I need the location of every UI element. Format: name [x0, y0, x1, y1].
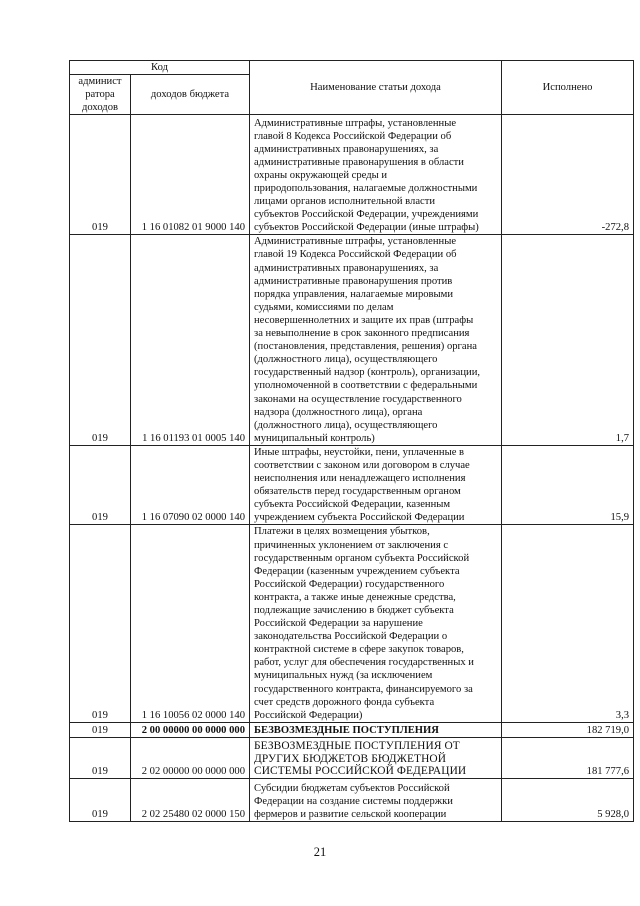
name-column-header: Наименование статьи дохода — [250, 61, 502, 115]
income-name-cell: БЕЗВОЗМЕЗДНЫЕ ПОСТУПЛЕНИЯ ОТ ДРУГИХ БЮДЖЕТОВ БЮДЖЕТНОЙ СИСТЕМЫ РОССИЙСКОЙ ФЕДЕРАЦИИ — [250, 737, 502, 778]
admin-code-cell: 019 — [70, 445, 131, 525]
table-row — [70, 525, 634, 722]
income-name-cell: Платежи в целях возмещения убытков, причиненных уклонением от заключения с государственным органом субъекта Российской Федерации (казенным учреждением субъекта Российской Федерации) государственного контракта, а также иные денежные средства, подлежащие зачислению в бюджет субъекта Российской Федерации за нарушение законодательства Российской Федерации о контрактной системе в сфере закупок товаров, работ, услуг для обеспечения государственных и муниципальных нужд (за исключением государственного контракта, финансируемого за счет средств дорожного фонда субъекта Российской Федерации) — [250, 525, 502, 722]
table-row — [70, 115, 634, 235]
executed-amount-cell: -272,8 — [502, 115, 634, 235]
admin-code-cell: 019 — [70, 737, 131, 778]
header-row-code — [70, 61, 634, 75]
admin-code-cell: 019 — [70, 235, 131, 446]
executed-amount-cell: 181 777,6 — [502, 737, 634, 778]
table-row — [70, 445, 634, 525]
executed-amount-cell: 5 928,0 — [502, 778, 634, 821]
code-group-header: Код — [70, 61, 250, 75]
budget-column-header: доходов бюджета — [131, 75, 250, 115]
budget-code-cell: 2 00 00000 00 0000 000 — [131, 722, 250, 737]
budget-code-cell: 1 16 10056 02 0000 140 — [131, 525, 250, 722]
admin-code-cell: 019 — [70, 525, 131, 722]
budget-code-cell: 2 02 25480 02 0000 150 — [131, 778, 250, 821]
table-row — [70, 778, 634, 821]
executed-amount-cell: 15,9 — [502, 445, 634, 525]
admin-code-cell: 019 — [70, 115, 131, 235]
income-table — [69, 60, 634, 822]
budget-code-cell: 2 02 00000 00 0000 000 — [131, 737, 250, 778]
budget-code-cell: 1 16 01082 01 9000 140 — [131, 115, 250, 235]
executed-amount-cell: 3,3 — [502, 525, 634, 722]
done-column-header: Исполнено — [502, 61, 634, 115]
admin-code-cell: 019 — [70, 778, 131, 821]
executed-amount-cell: 1,7 — [502, 235, 634, 446]
table-row — [70, 737, 634, 778]
executed-amount-cell: 182 719,0 — [502, 722, 634, 737]
income-name-cell: Субсидии бюджетам субъектов Российской Федерации на создание системы поддержки фермеров и развитие сельской кооперации — [250, 778, 502, 821]
budget-code-cell: 1 16 07090 02 0000 140 — [131, 445, 250, 525]
page-number: 21 — [313, 845, 327, 859]
budget-code-cell: 1 16 01193 01 0005 140 — [131, 235, 250, 446]
admin-code-cell: 019 — [70, 722, 131, 737]
income-name-cell: Иные штрафы, неустойки, пени, уплаченные в соответствии с законом или договором в случае неисполнения или ненадлежащего исполнения обязательств перед государственным органом субъекта Российской Федерации, казенным учреждением субъекта Российской Федерации — [250, 445, 502, 525]
table-row — [70, 722, 634, 737]
admin-column-header: админист ратора доходов — [70, 75, 131, 115]
income-name-cell: Административные штрафы, установленные главой 8 Кодекса Российской Федерации об административных правонарушениях, за административные правонарушения в области охраны окружающей среды и природопользования, налагаемые должностными лицами органов исполнительной власти субъектов Российской Федерации, учреждениями субъектов Российской Федерации (иные штрафы) — [250, 115, 502, 235]
income-name-cell: Административные штрафы, установленные главой 19 Кодекса Российской Федерации об административных правонарушениях, за административные правонарушения против порядка управления, налагаемые мировыми судьями, комиссиями по делам несовершеннолетних и защите их прав (штрафы за невыполнение в срок законного предписания (постановления, представления, решения) органа (должностного лица), осуществляющего государственный надзор (контроль), организации, уполномоченной в соответствии с федеральными законами на осуществление государственного надзора (должностного лица), органа (должностного лица), осуществляющего муниципальный контроль) — [250, 235, 502, 446]
income-name-cell: БЕЗВОЗМЕЗДНЫЕ ПОСТУПЛЕНИЯ — [250, 722, 502, 737]
table-row — [70, 235, 634, 446]
